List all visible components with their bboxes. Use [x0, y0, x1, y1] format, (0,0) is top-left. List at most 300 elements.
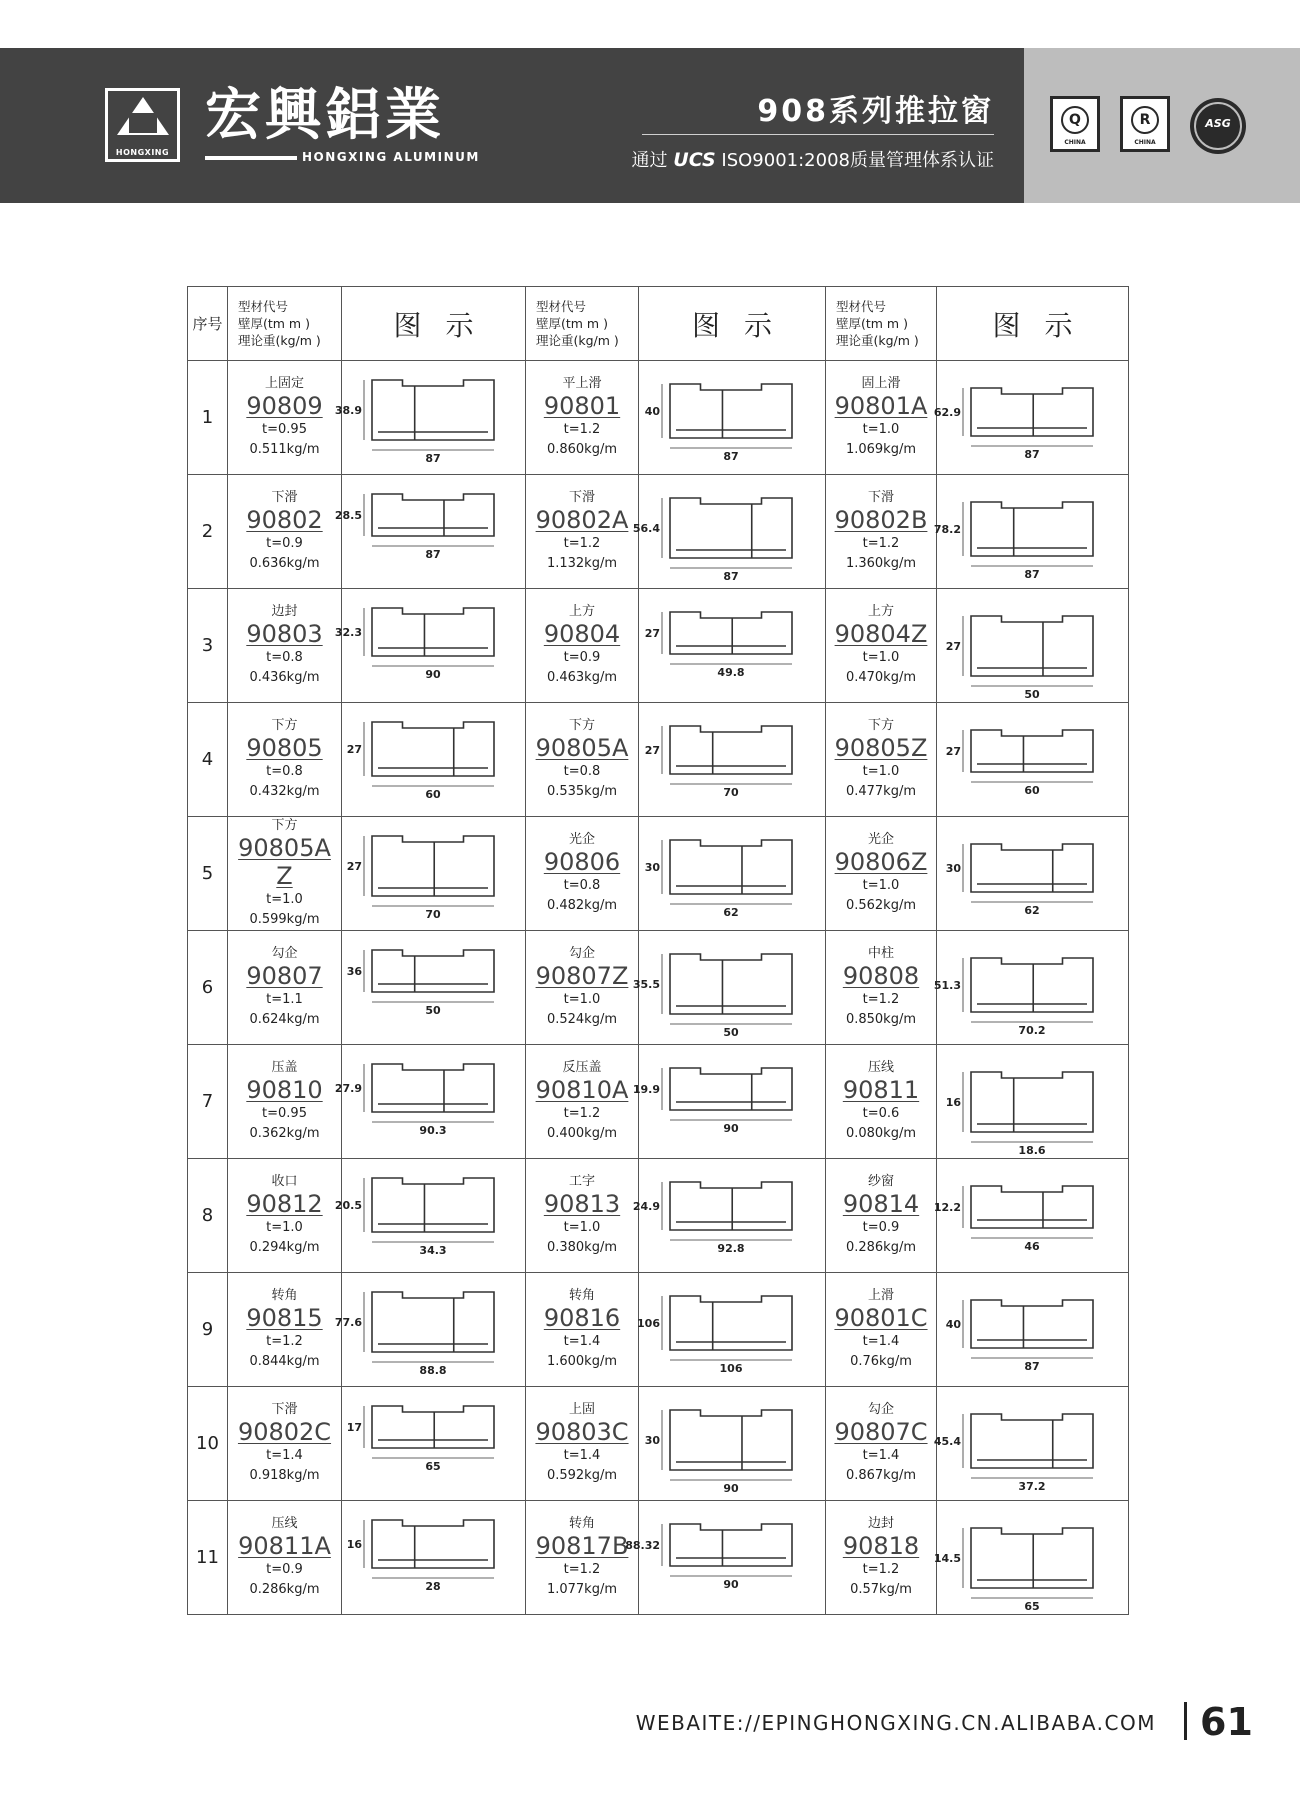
profile-name: 上滑 [867, 1287, 894, 1303]
profile-picture-cell [933, 1159, 1129, 1273]
theoretical-weight: 0.477kg/m [845, 783, 917, 799]
profile-code: 90802A [535, 505, 629, 534]
profile-outline [971, 958, 1093, 1012]
theoretical-weight: 0.76kg/m [850, 1353, 912, 1369]
col-header-info: 型材代号 壁厚(tm m ) 理论重(kg/m ) [826, 287, 937, 361]
profile-picture-cell [639, 703, 826, 817]
profile-info-cell [826, 1387, 937, 1501]
dimension-height: 36 [346, 964, 362, 978]
profile-outline [971, 388, 1093, 436]
theoretical-weight: 0.860kg/m [546, 441, 618, 457]
dimension-height: 62.9 [933, 405, 961, 419]
profile-code: 90809 [246, 391, 323, 420]
dimension-lines [662, 1068, 792, 1120]
dimension-lines [364, 1064, 494, 1122]
profile-code: 90801C [834, 1303, 928, 1332]
profile-name: 下方 [271, 717, 298, 733]
theoretical-weight: 0.867kg/m [845, 1467, 917, 1483]
dimension-height: 27 [346, 859, 362, 873]
theoretical-weight: 0.432kg/m [249, 783, 320, 799]
profile-outline [670, 498, 792, 558]
profile-picture-cell [937, 589, 1129, 703]
dimension-height: 78.2 [933, 522, 961, 536]
profile-info-cell [228, 703, 342, 817]
row-index: 6 [188, 931, 228, 1045]
dimension-lines [963, 1300, 1093, 1358]
wall-thickness: t=1.2 [862, 535, 900, 551]
dimension-width: 50 [723, 1025, 739, 1039]
profile-info-cell [526, 703, 639, 817]
profile-drawing [933, 1394, 1113, 1494]
profile-info-cell [526, 1501, 639, 1615]
dimension-width: 70 [723, 785, 739, 799]
table-header-row [188, 287, 1129, 361]
row-index: 5 [188, 817, 228, 931]
profile-picture-cell [639, 589, 826, 703]
profile-picture-cell [342, 817, 526, 931]
theoretical-weight: 1.069kg/m [845, 441, 917, 457]
dimension-height: 27.9 [334, 1081, 362, 1095]
profile-drawing [346, 824, 514, 924]
profile-drawing [644, 710, 812, 810]
theoretical-weight: 0.535kg/m [546, 783, 618, 799]
profile-info-cell [228, 1273, 342, 1387]
table-row [188, 817, 1129, 931]
brand-name-cn: 宏興鋁業 [205, 83, 445, 148]
profile-outline [372, 1520, 494, 1568]
profile-code: 90811 [842, 1075, 920, 1104]
profile-code: 90802C [237, 1417, 332, 1446]
profile-code: 90815 [246, 1303, 323, 1332]
profile-info-cell [526, 1159, 639, 1273]
profile-outline [372, 1064, 494, 1112]
dimension-width: 92.8 [717, 1241, 745, 1255]
profile-outline [670, 384, 792, 438]
row-index: 3 [188, 589, 228, 703]
theoretical-weight: 1.360kg/m [845, 555, 917, 571]
profile-picture-cell [342, 1501, 526, 1615]
profile-info-cell [526, 361, 639, 475]
profile-code: 90817B [535, 1531, 629, 1560]
profile-info-cell [228, 1387, 342, 1501]
profile-picture-cell [342, 1387, 526, 1501]
wall-thickness: t=1.0 [862, 763, 900, 779]
profile-outline [670, 1410, 792, 1470]
dimension-width: 28 [424, 1579, 441, 1593]
wall-thickness: t=0.9 [266, 535, 303, 551]
dimension-width: 62 [1023, 903, 1040, 917]
dimension-width: 87 [723, 449, 739, 463]
profile-code: 90810 [246, 1075, 323, 1104]
profile-code: 90807C [834, 1417, 928, 1446]
dimension-height: 14.5 [933, 1551, 961, 1565]
profile-drawing [945, 1052, 1113, 1157]
profile-info-cell [526, 1273, 639, 1387]
profile-picture-cell [625, 1501, 826, 1615]
wall-thickness: t=0.8 [563, 763, 601, 779]
wall-thickness: t=1.0 [563, 991, 601, 1007]
profile-drawing [334, 1166, 514, 1266]
theoretical-weight: 0.080kg/m [845, 1125, 917, 1141]
table-row [188, 589, 1129, 703]
profile-code: 90801 [543, 391, 621, 420]
dimension-width: 90 [723, 1121, 739, 1135]
profile-info-cell [228, 589, 342, 703]
dimension-width: 70.2 [1017, 1023, 1046, 1037]
profile-picture-cell [334, 1273, 526, 1387]
profile-drawing [637, 1280, 812, 1380]
profile-code: 90806Z [834, 847, 928, 876]
profile-code: 90805A [535, 733, 629, 762]
table-row [188, 1501, 1129, 1615]
profile-name: 边封 [271, 603, 298, 619]
profile-name: 下方 [867, 717, 894, 733]
dimension-height: 27 [644, 626, 660, 640]
brand-name-en: HONGXING ALUMINUM [302, 150, 480, 164]
profile-outline [372, 1406, 494, 1448]
table-row [188, 1045, 1129, 1159]
row-index: 10 [188, 1387, 228, 1501]
profile-info-cell [228, 931, 342, 1045]
dimension-height: 30 [945, 861, 961, 875]
table-row [188, 1159, 1129, 1273]
profile-code: 90801A [834, 391, 928, 420]
profile-outline [372, 494, 494, 536]
profile-outline [971, 616, 1093, 676]
dimension-width: 65 [424, 1459, 441, 1473]
profile-info-cell [826, 1159, 937, 1273]
wall-thickness: t=1.0 [563, 1219, 601, 1235]
profile-info-cell [826, 1501, 937, 1615]
dimension-height: 16 [945, 1095, 961, 1109]
profile-code: 90812 [246, 1189, 323, 1218]
profile-drawing [632, 1166, 812, 1266]
dimension-height: 19.9 [632, 1082, 660, 1096]
dimension-width: 87 [1023, 567, 1040, 581]
dimension-height: 38.9 [334, 403, 362, 417]
dimension-height: 106 [637, 1316, 660, 1330]
profile-drawing [334, 482, 514, 582]
dimension-width: 87 [1023, 1359, 1040, 1373]
profile-outline [372, 1178, 494, 1232]
profile-name: 工字 [568, 1173, 595, 1189]
theoretical-weight: 0.482kg/m [546, 897, 618, 913]
profile-picture-cell [639, 1387, 826, 1501]
dimension-width: 50 [1023, 687, 1040, 701]
profile-code: 90806 [543, 847, 621, 876]
logo-caption: HONGXING [115, 148, 170, 157]
profile-info-cell [228, 1045, 342, 1159]
wall-thickness: t=1.2 [563, 535, 601, 551]
profile-drawing [644, 596, 812, 696]
wall-thickness: t=0.95 [262, 421, 307, 437]
profile-outline [670, 1524, 792, 1566]
profile-outline [971, 1300, 1093, 1348]
profile-drawing [945, 824, 1113, 924]
profile-name: 转角 [271, 1287, 298, 1303]
profile-info-cell [826, 589, 937, 703]
profile-drawing [933, 1508, 1113, 1613]
dimension-width: 18.6 [1017, 1143, 1046, 1157]
table-row [188, 361, 1129, 475]
profile-drawing [644, 368, 812, 468]
dimension-height: 20.5 [334, 1198, 362, 1212]
wall-thickness: t=0.9 [862, 1219, 900, 1235]
table-row [188, 475, 1129, 589]
dimension-width: 46 [1023, 1239, 1040, 1253]
profile-info-cell [526, 931, 639, 1045]
wall-thickness: t=1.0 [266, 1219, 303, 1235]
profile-drawing [933, 368, 1113, 468]
theoretical-weight: 0.524kg/m [546, 1011, 618, 1027]
profile-picture-cell [933, 1387, 1129, 1501]
wall-thickness: t=1.0 [862, 421, 900, 437]
profile-outline [670, 726, 792, 774]
theoretical-weight: 0.436kg/m [249, 669, 320, 685]
series-title: 908系列推拉窗 [757, 94, 994, 129]
wall-thickness: t=1.2 [563, 1105, 601, 1121]
profile-outline [372, 722, 494, 776]
row-index: 4 [188, 703, 228, 817]
dimension-width: 65 [1023, 1599, 1040, 1613]
dimension-width: 49.8 [717, 665, 745, 679]
profile-info-cell [228, 475, 342, 589]
footer-website: WEBAITE://EPINGHONGXING.CN.ALIBABA.COM [635, 1711, 1156, 1735]
dimension-height: 77.6 [334, 1315, 362, 1329]
theoretical-weight: 0.286kg/m [845, 1239, 917, 1255]
profile-name: 纱窗 [867, 1173, 894, 1189]
profile-outline [372, 1292, 494, 1352]
wall-thickness: t=1.1 [266, 991, 303, 1007]
wall-thickness: t=1.4 [266, 1447, 303, 1463]
dimension-height: 30 [644, 860, 660, 874]
profile-picture-cell [937, 817, 1129, 931]
profile-info-cell [228, 817, 342, 931]
dimension-lines [364, 950, 494, 1002]
dimension-lines [662, 612, 792, 664]
dimension-height: 17 [346, 1420, 362, 1434]
profile-drawing [334, 1280, 514, 1380]
wall-thickness: t=1.4 [862, 1333, 900, 1349]
profile-picture-cell [334, 1045, 526, 1159]
dimension-height: 30 [644, 1433, 660, 1447]
dimension-height: 88.32 [625, 1538, 660, 1552]
theoretical-weight: 0.57kg/m [850, 1581, 912, 1597]
profile-drawing [346, 710, 514, 810]
col-header-info: 型材代号 壁厚(tm m ) 理论重(kg/m ) [228, 287, 342, 361]
table-row [188, 1273, 1129, 1387]
row-index: 11 [188, 1501, 228, 1615]
profile-drawing [933, 938, 1113, 1038]
col-header-picture: 图示 [937, 287, 1129, 361]
dimension-lines [963, 388, 1093, 446]
profile-outline [372, 608, 494, 656]
dimension-lines [364, 1406, 494, 1458]
profile-name: 反压盖 [562, 1059, 602, 1075]
theoretical-weight: 0.918kg/m [249, 1467, 320, 1483]
profile-code: 90807Z [535, 961, 629, 990]
profile-code: 90802B [834, 505, 928, 534]
theoretical-weight: 0.470kg/m [845, 669, 917, 685]
profile-name: 边封 [867, 1515, 894, 1531]
profile-info-cell [826, 475, 937, 589]
dimension-width: 87 [723, 569, 739, 583]
profile-picture-cell [334, 1159, 526, 1273]
profile-outline [971, 1072, 1093, 1132]
profile-drawing [632, 938, 812, 1039]
row-index: 9 [188, 1273, 228, 1387]
profile-outline [372, 950, 494, 992]
dimension-height: 27 [644, 743, 660, 757]
profile-code: 90804Z [834, 619, 928, 648]
dimension-height: 40 [945, 1317, 961, 1331]
dimension-width: 50 [424, 1003, 441, 1017]
profile-name: 上固定 [264, 375, 304, 391]
profile-code: 90805 [246, 733, 323, 762]
profile-code: 90808 [842, 961, 920, 990]
quality-badge-icon: Q CHINA [1050, 96, 1100, 152]
theoretical-weight: 1.600kg/m [546, 1353, 618, 1369]
profile-name: 上方 [568, 603, 595, 619]
profile-code: 90803C [535, 1417, 629, 1446]
profile-picture-cell [334, 361, 526, 475]
profile-picture-cell [632, 475, 826, 589]
theoretical-weight: 0.592kg/m [546, 1467, 618, 1483]
theoretical-weight: 0.511kg/m [249, 441, 320, 457]
profile-spec-table [187, 286, 1129, 1615]
profile-info-cell [826, 1045, 937, 1159]
profile-outline [670, 612, 792, 654]
profile-code: 90803 [246, 619, 323, 648]
table-row [188, 1387, 1129, 1501]
profile-drawing [945, 596, 1113, 701]
wall-thickness: t=1.2 [563, 1561, 601, 1577]
wall-thickness: t=1.2 [862, 991, 900, 1007]
profile-code: 90818 [842, 1531, 920, 1560]
profile-name: 下滑 [271, 1401, 298, 1417]
dimension-lines [662, 1524, 792, 1576]
profile-picture-cell [632, 1159, 826, 1273]
profile-outline [971, 1186, 1093, 1228]
profile-drawing [945, 710, 1113, 810]
profile-info-cell [526, 589, 639, 703]
profile-info-cell [228, 1501, 342, 1615]
wall-thickness: t=1.4 [563, 1333, 601, 1349]
wall-thickness: t=0.6 [862, 1105, 900, 1121]
col-header-index: 序号 [188, 287, 228, 361]
dimension-width: 60 [1023, 783, 1040, 797]
profile-code: 90814 [842, 1189, 920, 1218]
profile-drawing [346, 938, 514, 1038]
profile-drawing [334, 596, 514, 696]
certification-text: 通过 UCS ISO9001:2008质量管理体系认证 [631, 149, 994, 171]
profile-code: 90805A Z [238, 833, 331, 890]
wall-thickness: t=1.2 [266, 1333, 303, 1349]
table-row [188, 703, 1129, 817]
theoretical-weight: 0.624kg/m [249, 1011, 320, 1027]
page-number: 61 [1200, 1700, 1253, 1744]
profile-code: 90804 [543, 619, 621, 648]
profile-name: 光企 [568, 831, 595, 847]
profile-code: 90813 [543, 1189, 621, 1218]
series-divider [642, 134, 994, 135]
profile-drawing [632, 482, 812, 583]
profile-name: 中柱 [867, 945, 894, 961]
profile-outline [670, 840, 792, 894]
profile-outline [372, 836, 494, 896]
dimension-height: 27 [346, 742, 362, 756]
profile-code: 90805Z [834, 733, 928, 762]
profile-picture-cell [639, 817, 826, 931]
profile-name: 转角 [568, 1515, 595, 1531]
row-index: 2 [188, 475, 228, 589]
profile-name: 压盖 [271, 1059, 298, 1075]
profile-info-cell [526, 817, 639, 931]
dimension-height: 28.5 [334, 508, 362, 522]
profile-info-cell [228, 361, 342, 475]
profile-picture-cell [933, 361, 1129, 475]
theoretical-weight: 0.844kg/m [249, 1353, 320, 1369]
dimension-width: 90.3 [418, 1123, 447, 1137]
dimension-width: 90 [723, 1577, 739, 1591]
profile-picture-cell [342, 703, 526, 817]
profile-name: 勾企 [271, 945, 298, 961]
profile-drawing [632, 1052, 812, 1152]
profile-info-cell [526, 1387, 639, 1501]
dimension-lines [963, 730, 1093, 782]
dimension-height: 40 [644, 404, 660, 418]
dimension-lines [963, 1186, 1093, 1238]
theoretical-weight: 0.636kg/m [249, 555, 320, 571]
profile-name: 压线 [867, 1059, 894, 1075]
profile-outline [670, 1068, 792, 1110]
dimension-lines [662, 1182, 792, 1240]
profile-outline [670, 954, 792, 1014]
profile-picture-cell [933, 1501, 1129, 1615]
profile-name: 下滑 [568, 489, 595, 505]
profile-code: 90816 [543, 1303, 621, 1332]
profile-picture-cell [639, 1273, 826, 1387]
profile-drawing [945, 1280, 1113, 1380]
profile-drawing [644, 824, 812, 924]
wall-thickness: t=1.2 [563, 421, 601, 437]
profile-name: 下滑 [867, 489, 894, 505]
profile-name: 上方 [867, 603, 894, 619]
dimension-height: 35.5 [632, 977, 660, 991]
dimension-width: 37.2 [1017, 1479, 1046, 1493]
dimension-height: 12.2 [933, 1200, 961, 1214]
profile-name: 下方 [271, 817, 298, 833]
dimension-height: 32.3 [334, 625, 362, 639]
profile-info-cell [228, 1159, 342, 1273]
profile-code: 90807 [246, 961, 323, 990]
ucs-mark: UCS [673, 149, 716, 171]
wall-thickness: t=0.9 [563, 649, 601, 665]
profile-name: 下方 [568, 717, 595, 733]
profile-name: 收口 [271, 1173, 298, 1189]
row-index: 7 [188, 1045, 228, 1159]
dimension-height: 51.3 [933, 978, 961, 992]
profile-name: 光企 [867, 831, 894, 847]
profile-picture-cell [937, 1273, 1129, 1387]
theoretical-weight: 0.400kg/m [546, 1125, 618, 1141]
wall-thickness: t=1.0 [266, 891, 303, 907]
dimension-width: 90 [723, 1481, 739, 1495]
profile-info-cell [526, 475, 639, 589]
profile-outline [971, 1528, 1093, 1588]
profile-code: 90811A [238, 1531, 331, 1560]
dimension-width: 60 [424, 787, 441, 801]
